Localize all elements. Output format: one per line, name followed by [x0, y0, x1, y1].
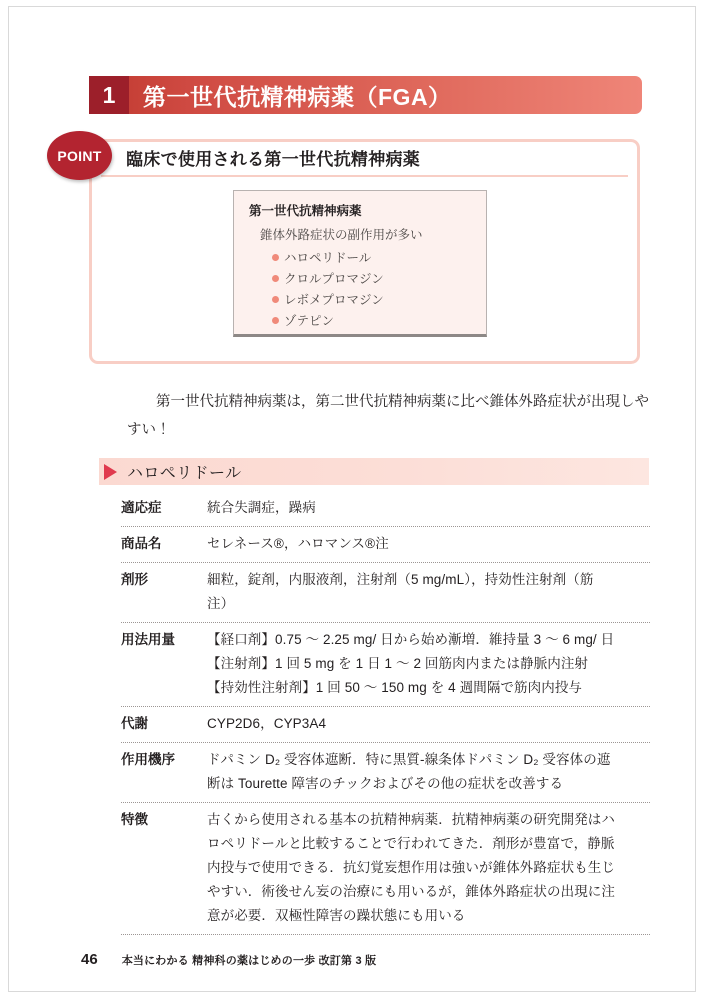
bullet-dot-icon	[272, 317, 279, 324]
drug-list	[234, 248, 486, 329]
drug-name: レボメプロマジン	[284, 293, 384, 307]
drug-class-subheading: 錐体外路症状の副作用が多い	[260, 228, 423, 242]
spec-value	[207, 496, 650, 520]
bullet-dot-icon	[272, 296, 279, 303]
bullet-dot-icon	[272, 275, 279, 282]
bullet-dot-icon	[272, 254, 279, 261]
table-row	[121, 563, 650, 623]
spec-line: セレネース®，ハロマンス®注	[207, 536, 389, 551]
section-heading-bar	[99, 458, 649, 485]
book-title: 本当にわかる 精神科の薬はじめの一歩 改訂第 3 版	[121, 955, 377, 967]
spec-line: 【経口剤】0.75 〜 2.25 mg/ 日から始め漸増．維持量 3 〜 6 mg/ 日	[207, 632, 615, 647]
spec-line: 内投与で使用できる．抗幻覚妄想作用は強いが錐体外路症状も生じ	[207, 860, 615, 875]
spec-line: 統合失調症，躁病	[207, 500, 316, 515]
spec-line: 細粒，錠剤，内服液剤，注射剤（5 mg/mL），持効性注射剤（筋	[207, 572, 594, 587]
page-canvas	[8, 6, 696, 992]
table-row	[121, 623, 650, 707]
spec-label: 代謝	[121, 716, 148, 731]
chapter-title: 第一世代抗精神病薬（FGA）	[143, 83, 452, 110]
page-footer	[81, 951, 376, 968]
body-paragraph: 第一世代抗精神病薬は，第二世代抗精神病薬に比べ錐体外路症状が出現しやすい！	[127, 394, 649, 438]
spec-value	[207, 628, 650, 700]
chapter-number-badge: 1	[89, 76, 129, 114]
triangle-right-icon	[104, 464, 117, 480]
spec-line: 意が必要．双極性障害の躁状態にも用いる	[207, 908, 466, 923]
table-row	[121, 707, 650, 743]
spec-line: 断は Tourette 障害のチックおよびその他の症状を改善する	[207, 776, 564, 791]
list-item	[272, 311, 486, 329]
drug-class-box	[233, 190, 487, 337]
spec-value	[207, 748, 650, 796]
chapter-title-bar	[89, 76, 642, 114]
list-item	[272, 290, 486, 308]
point-divider	[101, 175, 628, 177]
spec-label: 剤形	[121, 572, 148, 587]
spec-label: 作用機序	[121, 752, 175, 767]
drug-name: ゾテピン	[284, 314, 335, 328]
spec-label: 適応症	[121, 500, 162, 515]
spec-line: CYP2D6，CYP3A4	[207, 716, 327, 731]
spec-line: 【持効性注射剤】1 回 50 〜 150 mg を 4 週間隔で筋肉内投与	[207, 680, 583, 695]
spec-value	[207, 568, 650, 616]
table-row	[121, 527, 650, 563]
point-badge: POINT	[47, 131, 112, 180]
spec-value	[207, 712, 650, 736]
drug-name: クロルプロマジン	[284, 272, 384, 286]
table-row	[121, 493, 650, 527]
table-row	[121, 743, 650, 803]
spec-line: ロペリドールと比較することで行われてきた．剤形が豊富で，静脈	[207, 836, 615, 851]
spec-line: ドパミン D₂ 受容体遮断．特に黒質-線条体ドパミン D₂ 受容体の遮	[207, 752, 611, 767]
section-title: ハロペリドール	[127, 465, 242, 482]
point-heading: 臨床で使用される第一世代抗精神病薬	[126, 150, 421, 169]
spec-label: 商品名	[121, 536, 162, 551]
spec-value	[207, 532, 650, 556]
drug-class-heading: 第一世代抗精神病薬	[249, 204, 362, 218]
spec-line: 古くから使用される基本の抗精神病薬．抗精神病薬の研究開発はハ	[207, 812, 615, 827]
drug-name: ハロペリドール	[284, 251, 372, 265]
page-number: 46	[81, 951, 98, 968]
list-item	[272, 269, 486, 287]
spec-line: やすい．術後せん妄の治療にも用いるが，錐体外路症状の出現に注	[207, 884, 615, 899]
table-row	[121, 803, 650, 935]
spec-label: 用法用量	[121, 632, 175, 647]
spec-value	[207, 808, 650, 928]
list-item	[272, 248, 486, 266]
spec-line: 注）	[207, 596, 235, 611]
spec-line: 【注射剤】1 回 5 mg を 1 日 1 〜 2 回筋肉内または静脈内注射	[207, 656, 589, 671]
spec-label: 特徴	[121, 812, 148, 827]
drug-spec-table	[121, 493, 650, 935]
